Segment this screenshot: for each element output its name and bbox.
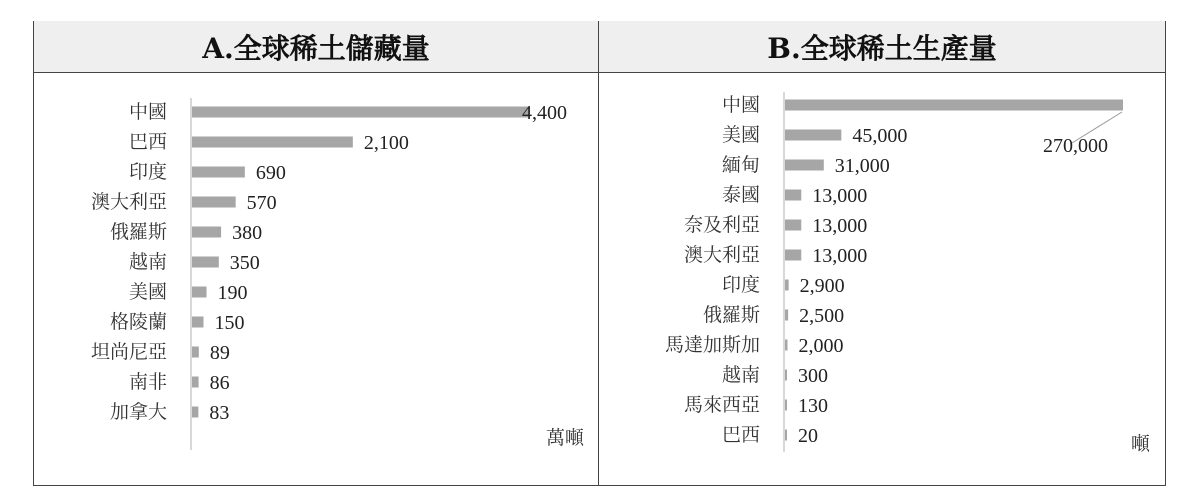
bar: [192, 287, 207, 298]
bar: [785, 190, 801, 201]
value-label: 86: [209, 372, 230, 394]
value-label: 2,100: [363, 132, 409, 154]
bar: [785, 430, 787, 441]
value-label: 83: [209, 402, 230, 424]
bar: [785, 400, 787, 411]
bar: [785, 100, 1123, 111]
value-label: 31,000: [834, 155, 890, 177]
category-label: 緬甸: [721, 154, 760, 176]
category-label: 馬來西亞: [683, 394, 760, 416]
bar: [192, 137, 353, 148]
bar: [192, 407, 198, 418]
value-label: 2,900: [799, 275, 845, 297]
category-label: 奈及利亞: [683, 214, 760, 236]
category-label: 中國: [128, 101, 167, 123]
panel-b-title: B.全球稀土生產量: [599, 21, 1165, 73]
value-label: 570: [246, 192, 277, 214]
category-label: 印度: [721, 274, 760, 296]
bar: [785, 310, 788, 321]
value-label: 2,000: [798, 335, 844, 357]
bar: [192, 227, 221, 238]
bar: [192, 167, 245, 178]
category-label: 巴西: [721, 424, 760, 446]
bar: [785, 280, 789, 291]
category-label: 越南: [721, 364, 760, 386]
bar: [192, 257, 219, 268]
value-label: 13,000: [812, 245, 868, 267]
value-label: 190: [217, 282, 248, 304]
bar: [785, 250, 801, 261]
value-label: 300: [798, 365, 828, 387]
bar: [785, 160, 824, 171]
category-label: 巴西: [128, 131, 167, 153]
chart-a-reserves: [91, 98, 585, 450]
bar: [785, 220, 801, 231]
category-label: 越南: [128, 251, 167, 273]
category-label: 泰國: [721, 184, 760, 206]
value-label: 690: [255, 162, 286, 184]
value-label: 380: [232, 222, 263, 244]
category-label: 美國: [721, 124, 760, 146]
value-label: 130: [798, 395, 828, 417]
bar: [192, 107, 529, 118]
category-label: 南非: [128, 371, 167, 393]
value-label: 350: [229, 252, 260, 274]
unit-label: 噸: [1130, 433, 1150, 455]
bar: [192, 377, 199, 388]
panel-a-title: A.全球稀土儲藏量: [34, 21, 598, 73]
category-label: 中國: [721, 94, 760, 116]
bar: [192, 347, 199, 358]
bar: [785, 340, 788, 351]
category-label: 美國: [128, 281, 167, 303]
value-label: 13,000: [812, 185, 868, 207]
bar: [785, 130, 841, 141]
value-label: 4,400: [522, 102, 567, 124]
category-label: 印度: [128, 161, 167, 183]
chart-b-production: [665, 92, 1151, 455]
category-label: 俄羅斯: [109, 221, 167, 243]
value-label: 150: [214, 312, 245, 334]
category-label: 格陵蘭: [109, 311, 167, 333]
value-label: 13,000: [812, 215, 868, 237]
bar: [192, 197, 236, 208]
category-label: 俄羅斯: [702, 304, 760, 326]
bar: [192, 317, 203, 328]
category-label: 馬達加斯加: [664, 334, 760, 356]
category-label: 加拿大: [109, 401, 167, 423]
bar: [785, 370, 787, 381]
unit-label: 萬噸: [545, 427, 584, 449]
category-label: 澳大利亞: [683, 244, 760, 266]
value-label: 20: [798, 425, 818, 447]
category-label: 澳大利亞: [90, 191, 167, 213]
value-label: 89: [209, 342, 230, 364]
value-label: 45,000: [852, 125, 908, 147]
value-label: 2,500: [799, 305, 845, 327]
category-label: 坦尚尼亞: [90, 341, 167, 363]
value-label: 270,000: [1043, 135, 1108, 157]
